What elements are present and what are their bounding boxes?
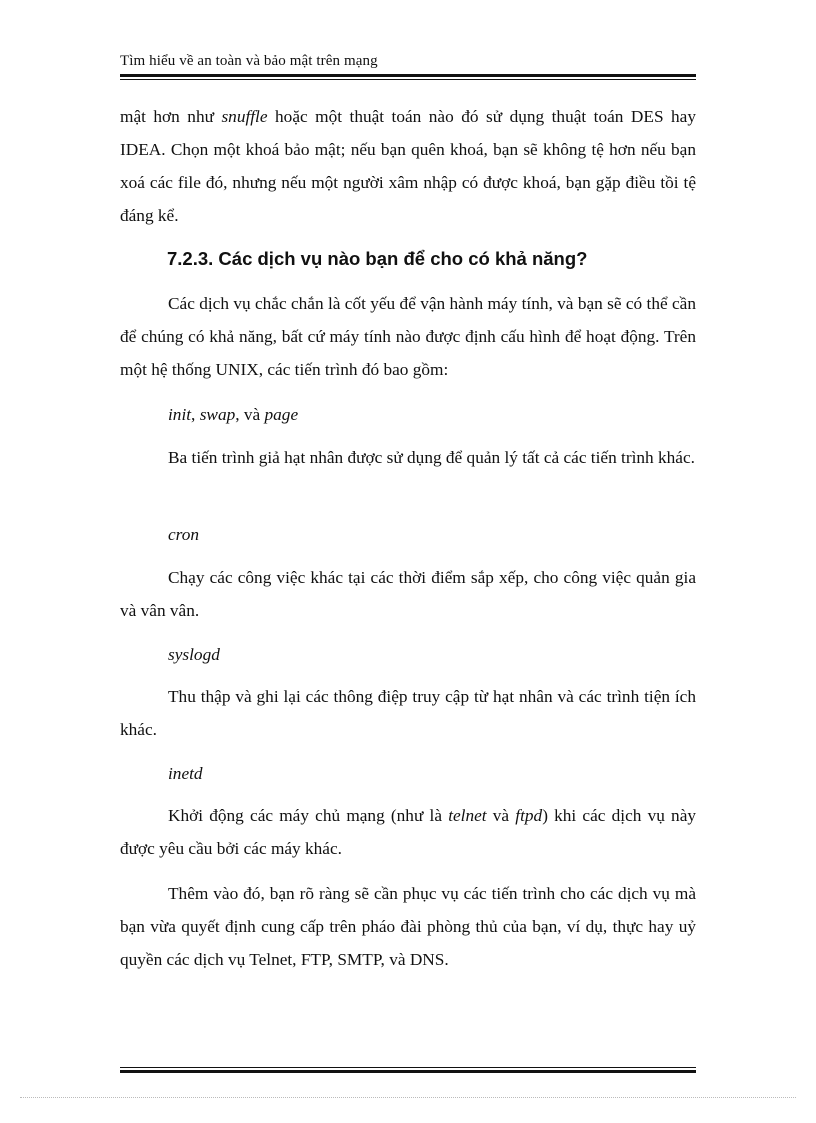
intro-text-b: hoặc một thuật toán nào đó sử dụng thuật toán DES hay IDEA. Chọn một khoá bảo mật; nếu bạn quên khoá, bạn sẽ không tệ hơn nếu bạn xoá các file đó, nhưng nếu một người xâm nhập có được khoá, bạn gặp điều tồi tệ đáng kể. bbox=[120, 107, 696, 225]
inetd-desc-a: Khởi động các máy chủ mạng (như là bbox=[168, 806, 449, 825]
item-syslogd-block bbox=[120, 638, 696, 671]
item-cron-term bbox=[120, 518, 696, 551]
closing-paragraph: Thêm vào đó, bạn rõ ràng sẽ cần phục vụ các tiến trình cho các dịch vụ mà bạn vừa quyết định cung cấp trên pháo đài phòng thủ của bạn, ví dụ, thực hay uỷ quyền các dịch vụ Telnet, FTP, SMTP, và DNS. bbox=[120, 884, 696, 969]
item-cron-block bbox=[120, 518, 696, 551]
intro-paragraph bbox=[120, 100, 696, 232]
header-title: Tìm hiểu về an toàn và bảo mật trên mạng bbox=[120, 53, 378, 69]
intro-italic-snuffle: snuffle bbox=[221, 107, 268, 126]
item-syslogd-desc-block bbox=[120, 680, 696, 746]
item-inetd-desc-block bbox=[120, 799, 696, 865]
inetd-telnet: telnet bbox=[448, 806, 487, 825]
term-syslogd: syslogd bbox=[168, 645, 220, 664]
footer-rule-thick bbox=[120, 1070, 696, 1073]
page-header bbox=[120, 52, 696, 80]
term-sep-a: , bbox=[191, 405, 200, 424]
page-footer bbox=[120, 1067, 696, 1073]
item-syslogd-desc: Thu thập và ghi lại các thông điệp truy cập từ hạt nhân và các trình tiện ích khác. bbox=[120, 687, 696, 739]
term-page: page bbox=[264, 405, 299, 424]
item-cron-desc-block bbox=[120, 561, 696, 627]
item-init-desc-block bbox=[120, 441, 696, 474]
inetd-desc-c: ) khi các dịch vụ này được yêu cầu bởi các máy khác. bbox=[120, 806, 697, 858]
intro-block bbox=[120, 100, 696, 232]
closing-block bbox=[120, 877, 696, 976]
header-rule-thin bbox=[120, 79, 696, 80]
inetd-ftpd: ftpd bbox=[515, 806, 543, 825]
section-lead-paragraph: Các dịch vụ chắc chắn là cốt yếu để vận hành máy tính, và bạn sẽ có thể cần để chúng có khả năng, bất cứ máy tính nào được định cấu hình để hoạt động. Trên một hệ thống UNIX, các tiến trình đó bao gồm: bbox=[120, 294, 696, 379]
page-edge-dotted-line bbox=[20, 1097, 796, 1098]
term-inetd: inetd bbox=[168, 764, 203, 783]
item-inetd-desc bbox=[120, 799, 696, 865]
header-rule-thick bbox=[120, 74, 696, 77]
item-init-block bbox=[120, 398, 696, 431]
item-init-term bbox=[120, 398, 696, 431]
item-inetd-block bbox=[120, 757, 696, 790]
item-init-desc: Ba tiến trình giả hạt nhân được sử dụng để quản lý tất cả các tiến trình khác. bbox=[168, 448, 695, 467]
term-init: init bbox=[168, 405, 192, 424]
term-swap: swap bbox=[199, 405, 236, 424]
item-cron-desc: Chạy các công việc khác tại các thời điểm sắp xếp, cho công việc quản gia và vân vân. bbox=[120, 568, 696, 620]
intro-text-a: mật hơn như bbox=[120, 107, 222, 126]
section-lead-block bbox=[120, 287, 696, 386]
inetd-desc-b: và bbox=[486, 806, 516, 825]
section-heading: 7.2.3. Các dịch vụ nào bạn để cho có khả năng? bbox=[167, 248, 588, 269]
item-inetd-term bbox=[120, 757, 696, 790]
item-syslogd-term bbox=[120, 638, 696, 671]
term-sep-b: , và bbox=[235, 405, 265, 424]
term-cron: cron bbox=[168, 525, 200, 544]
footer-rule-thin bbox=[120, 1067, 696, 1068]
